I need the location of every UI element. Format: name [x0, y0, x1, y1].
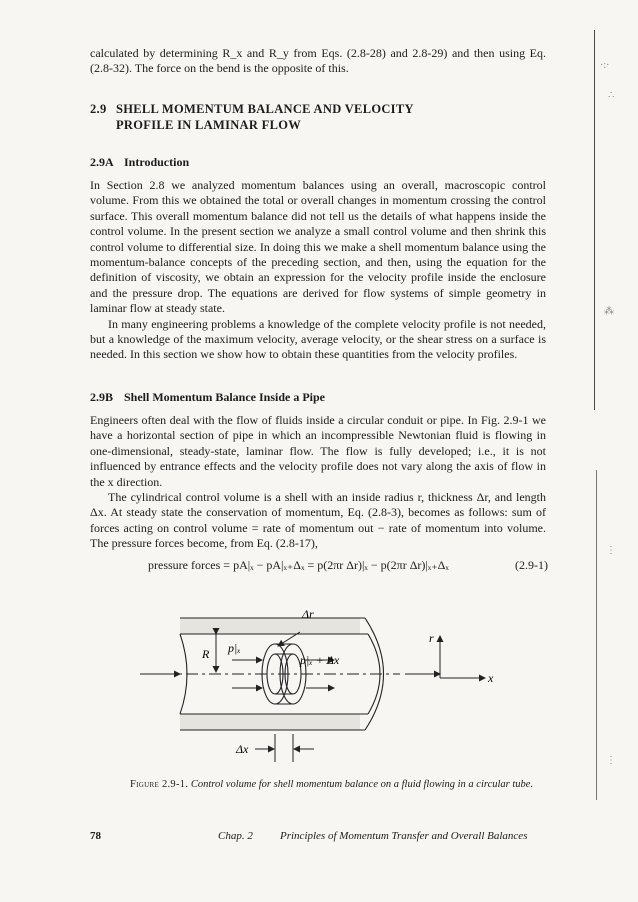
section-heading: [90, 101, 546, 133]
binding-rule-lower: [596, 470, 597, 800]
continuation-text: calculated by determining R_x and R_y from Eqs. (2.8-28) and 2.8-29) and then using Eq. (2.8-32). The force on the bend is the opposite of this.: [90, 46, 546, 76]
pipe-wall-top: [180, 618, 368, 634]
subsection-b-heading: [90, 390, 546, 405]
page-number: 78: [90, 830, 101, 842]
label-delta-x: Δx: [236, 742, 249, 756]
delta-x-dimension: [235, 734, 314, 762]
pipe-wall-bottom: [180, 714, 368, 730]
axis-label-x: x: [488, 671, 494, 685]
equation-text: pressure forces = pA|ₓ − pA|ₓ₊Δₓ = p(2πr Δr)|ₓ − p(2πr Δr)|ₓ₊Δₓ: [148, 558, 449, 572]
label-R: R: [202, 647, 210, 661]
scan-speck: ·:·: [600, 60, 610, 71]
figure-2-9-1: [140, 592, 520, 767]
subsection-a-heading: [90, 155, 546, 170]
coordinate-axes: [429, 631, 494, 685]
intro-paragraph-1: In Section 2.8 we analyzed momentum balances using an overall, macroscopic control volume. From this we obtained the total or overall changes in momentum crossing the control surface. This overall momentum balance did not tell us the details of what happens inside the control volume. In the present section we analyze a small control volume and then shrink this control volume to differential size. In doing this we make a shell momentum balance using the momentum-balance concepts of the preceding section, and then, using the equation for the definition of viscosity, we obtain an expression for the velocity profile inside the enclosure and the pressure drop. The equations are derived for flow systems of simple geometry in laminar flow at steady state.: [90, 178, 546, 316]
footer-title: Principles of Momentum Transfer and Overall Balances: [280, 830, 528, 842]
pipe-body: [90, 413, 546, 552]
section-title-line2: PROFILE IN LAMINAR FLOW: [116, 118, 302, 132]
caption-text: Control volume for shell momentum balance on a fluid flowing in a circular tube.: [190, 779, 534, 790]
pipe-paragraph-1: Engineers often deal with the flow of fluids inside a circular conduit or pipe. In Fig. 2.9-1 we have a horizontal section of pipe in which an incompressible Newtonian fluid is flowing in one-dimensional, steady-state, laminar flow. The flow is fully developed; i.e., it is not influenced by entrance effects and the velocity profile does not vary along the axis of flow in the x direction.: [90, 413, 546, 489]
equation-2-9-1: [148, 558, 548, 573]
subsection-b-number: 2.9B: [90, 390, 114, 404]
subsection-b-title: Shell Momentum Balance Inside a Pipe: [124, 390, 326, 404]
axis-label-r: r: [429, 631, 434, 645]
continuation-paragraph: [90, 46, 546, 77]
caption-label: Figure 2.9-1.: [130, 779, 189, 790]
introduction-body: [90, 178, 546, 363]
intro-paragraph-2: In many engineering problems a knowledge of the complete velocity profile is not needed, but a knowledge of the maximum velocity, average velocity, or the shear stress on a surface is needed. In this section we show how to obtain these quantities from the velocity profiles.: [90, 316, 546, 362]
radius-dimension: [201, 634, 216, 672]
binding-rule: [594, 30, 595, 410]
section-number: 2.9: [90, 102, 107, 116]
subsection-a-number: 2.9A: [90, 155, 114, 169]
scan-speck: ⋮: [606, 545, 616, 556]
footer-chapter: Chap. 2: [218, 830, 253, 842]
scan-speck: ⋮: [606, 755, 616, 766]
label-p-at-x: p|ₓ: [228, 641, 241, 655]
section-title-line1: SHELL MOMENTUM BALANCE AND VELOCITY: [116, 102, 414, 116]
scan-speck: ∴: [608, 90, 615, 101]
figure-caption: [130, 778, 540, 791]
label-delta-r: Δr: [302, 607, 314, 621]
equation-number: (2.9-1): [515, 558, 548, 572]
label-p-at-x-plus-dx: p|ₓ + Δx: [300, 653, 340, 667]
pipe-paragraph-2: The cylindrical control volume is a shell with an inside radius r, thickness Δr, and length Δx. At steady state the conservation of momentum, Eq. (2.8-3), becomes as follows: sum of forces acting on control volume = rate of momentum out − rate of momentum into volume. The pressure forces become, from Eq. (2.8-17),: [90, 490, 546, 551]
scan-speck: ⁂: [604, 306, 614, 317]
subsection-a-title: Introduction: [124, 155, 190, 169]
